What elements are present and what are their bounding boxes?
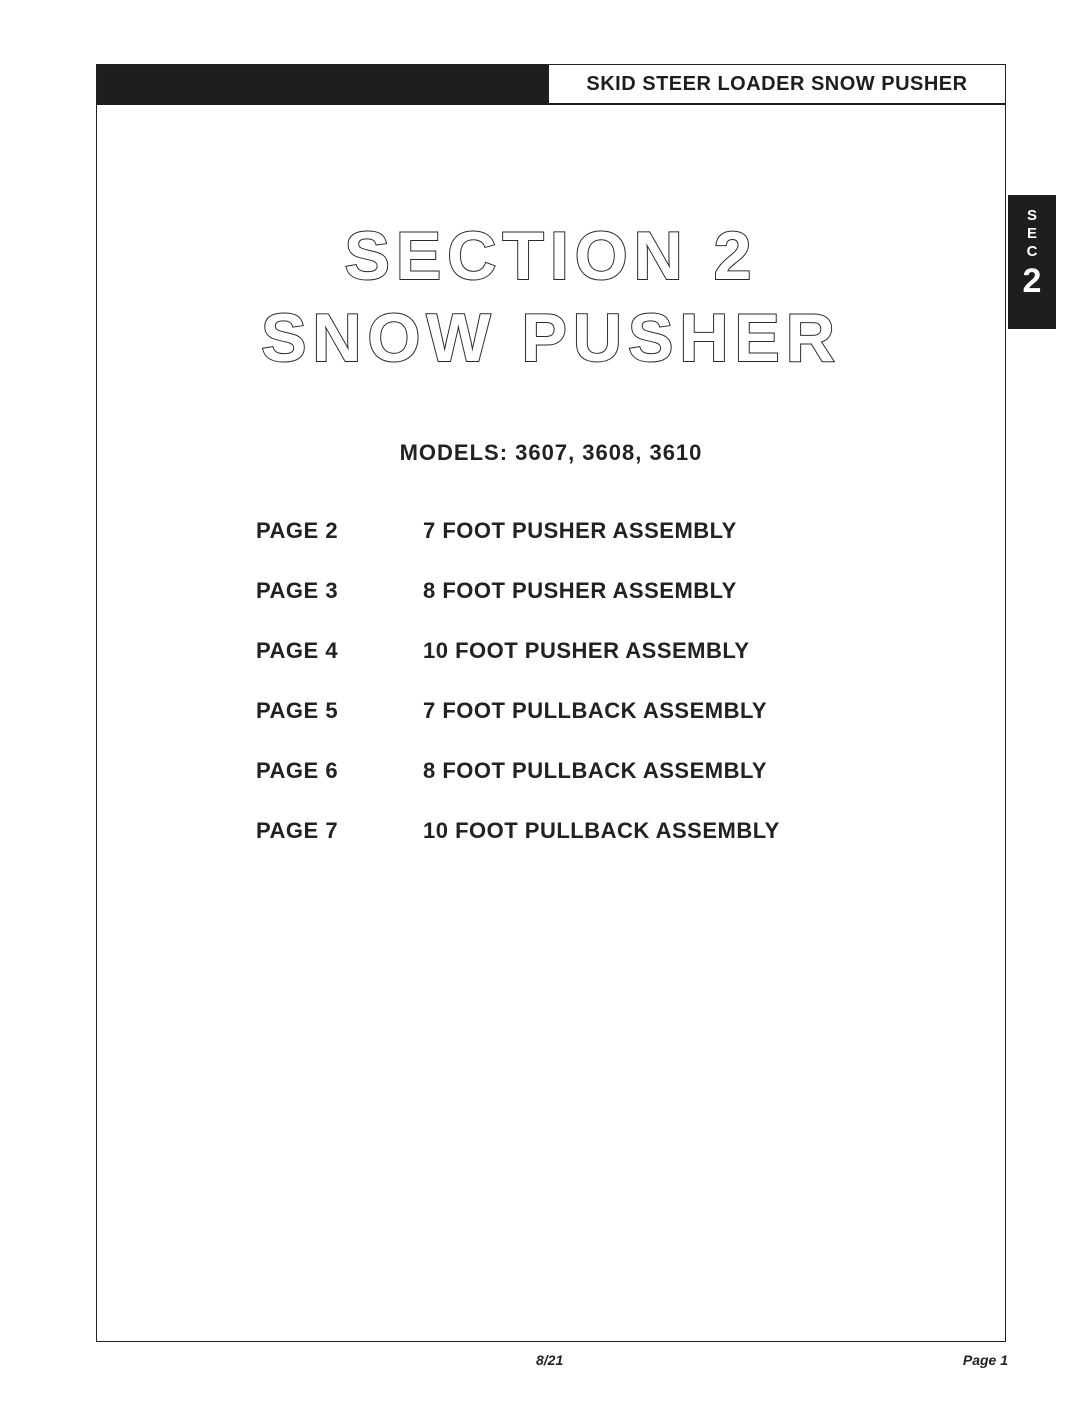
toc-row [256, 518, 876, 578]
toc-description: 8 FOOT PUSHER ASSEMBLY [423, 578, 737, 603]
footer-page-number: Page 1 [962, 1352, 1008, 1368]
section-tab-letter: C [1026, 243, 1038, 260]
toc-description: 10 FOOT PUSHER ASSEMBLY [423, 638, 750, 663]
toc-row [256, 578, 876, 638]
table-of-contents [256, 518, 876, 878]
toc-row [256, 698, 876, 758]
toc-row [256, 638, 876, 698]
toc-page-ref: PAGE 7 [256, 818, 339, 843]
toc-row [256, 758, 876, 818]
toc-description: 7 FOOT PULLBACK ASSEMBLY [423, 698, 768, 723]
toc-description: 7 FOOT PUSHER ASSEMBLY [423, 518, 737, 543]
toc-description: 8 FOOT PULLBACK ASSEMBLY [423, 758, 768, 783]
header-title: SKID STEER LOADER SNOW PUSHER [548, 65, 1005, 103]
section-subtitle: SNOW PUSHER [261, 300, 841, 376]
models-line: MODELS: 3607, 3608, 3610 [399, 440, 703, 465]
section-tab-number: 2 [1022, 262, 1042, 300]
toc-page-ref: PAGE 6 [256, 758, 339, 783]
toc-page-ref: PAGE 3 [256, 578, 339, 603]
toc-page-ref: PAGE 4 [256, 638, 339, 663]
toc-description: 10 FOOT PULLBACK ASSEMBLY [423, 818, 780, 843]
toc-row [256, 818, 876, 878]
footer-date: 8/21 [536, 1352, 564, 1368]
section-tab-letter: S [1026, 207, 1037, 224]
toc-page-ref: PAGE 5 [256, 698, 339, 723]
section-tab-letter: E [1026, 225, 1037, 242]
toc-page-ref: PAGE 2 [256, 518, 339, 543]
section-tab [1008, 195, 1056, 329]
section-title: SECTION 2 [344, 218, 758, 294]
